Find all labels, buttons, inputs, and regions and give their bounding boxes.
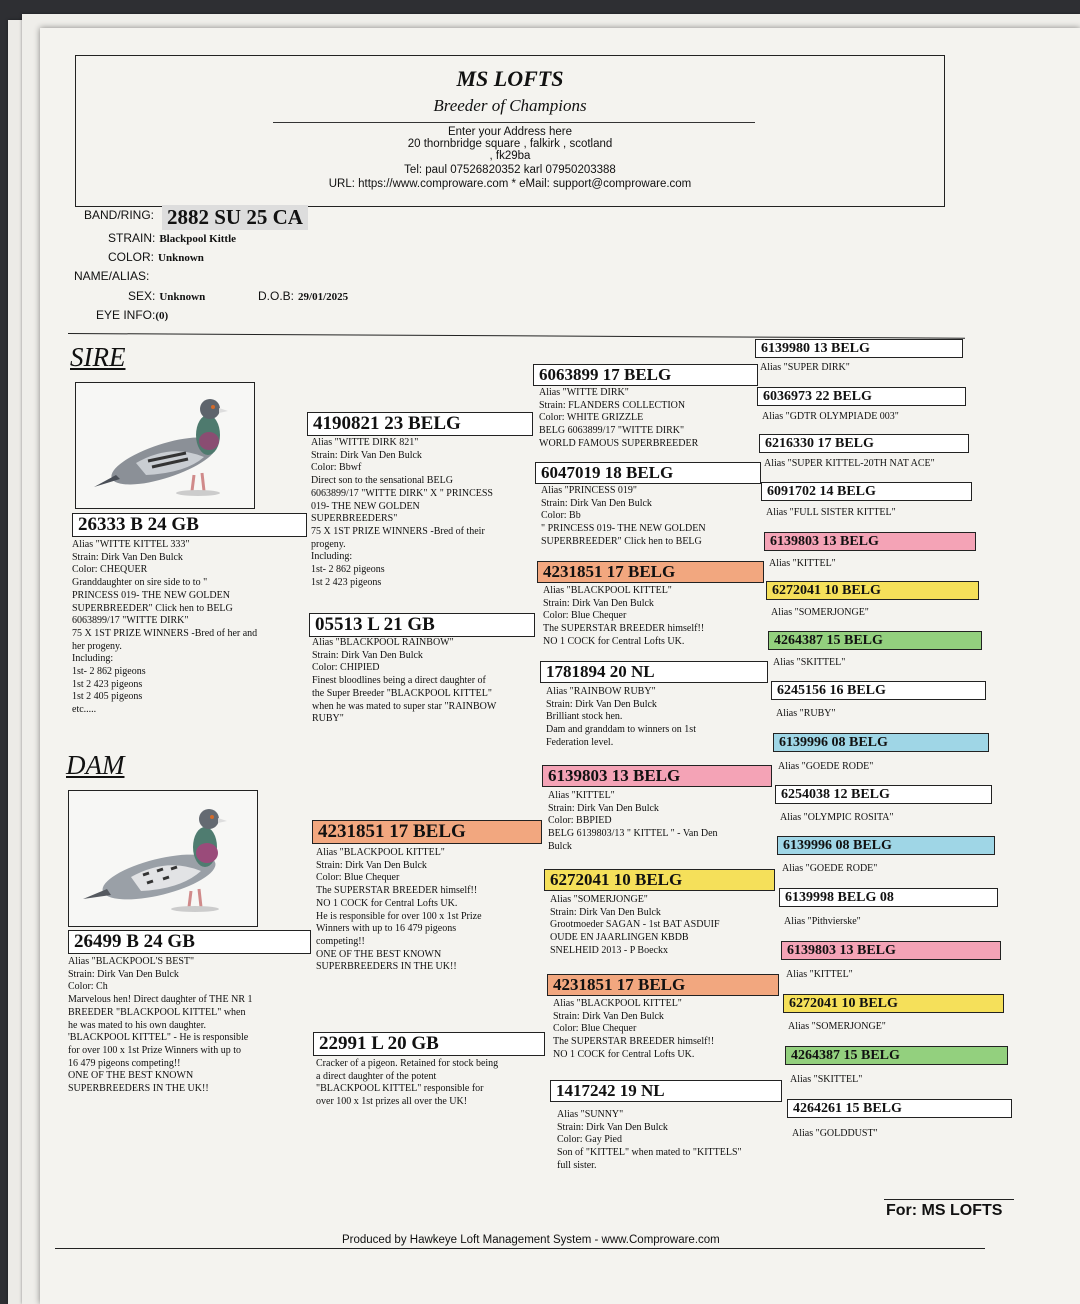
detail-line: progeny. — [311, 538, 346, 550]
detail-line: 019- THE NEW GOLDEN — [311, 500, 420, 512]
detail-line: Color: Blue Chequer — [553, 1023, 637, 1035]
pigeon-details — [546, 686, 696, 750]
ring-box: 1781894 20 NL — [540, 661, 768, 683]
detail-line: RUBY" — [312, 713, 344, 725]
detail-line: WORLD FAMOUS SUPERBREEDER — [539, 437, 699, 449]
ring-box: 6036973 22 BELG — [757, 387, 966, 406]
detail-line: Color: WHITE GRIZZLE — [539, 412, 644, 424]
detail-line: Strain: Dirk Van Den Bulck — [553, 1010, 664, 1022]
detail-line: Winners with up to 16 479 pigeons — [316, 923, 457, 935]
pigeon-details — [548, 790, 718, 854]
ring-box: 6245156 16 BELG — [771, 681, 986, 700]
detail-line: full sister. — [557, 1159, 597, 1171]
strain-row — [108, 231, 236, 245]
footer-divider — [55, 1248, 985, 1249]
detail-line: Alias "PRINCESS 019" — [541, 485, 637, 496]
detail-line: 1st 2 423 pigeons — [72, 678, 143, 690]
detail-line: Color: Gay Pied — [557, 1134, 622, 1146]
pigeon-details — [762, 411, 899, 424]
detail-line: Alias "GOEDE RODE" — [782, 863, 878, 874]
ring-box: 6272041 10 BELG — [766, 581, 979, 600]
detail-line: Alias "SOMERJONGE" — [771, 607, 869, 618]
detail-line: 75 X 1ST PRIZE WINNERS -Bred of her and — [72, 627, 258, 639]
detail-line: Strain: Dirk Van Den Bulck — [312, 649, 423, 661]
detail-line: Color: CHIPIED — [312, 662, 380, 674]
detail-line: Color: Blue Chequer — [316, 872, 400, 884]
ring-box: 6254038 12 BELG — [775, 785, 992, 804]
pigeon-details — [776, 708, 836, 721]
detail-line: the Super Breeder "BLACKPOOL KITTEL" — [312, 687, 492, 699]
dam-heading: DAM — [66, 750, 125, 780]
pigeon-details — [790, 1074, 862, 1087]
detail-line: 1st 2 423 pigeons — [311, 576, 382, 588]
color-row — [108, 250, 204, 264]
pigeon-details — [792, 1128, 878, 1141]
detail-line: Color: BBPIED — [548, 815, 612, 827]
produced-by: Produced by Hawkeye Loft Management System - www.Comproware.com — [342, 1234, 720, 1246]
band-number: 2882 SU 25 CA — [162, 205, 308, 230]
address-line: Enter your Address here — [447, 126, 572, 138]
detail-line: Strain: Dirk Van Den Bulck — [546, 698, 657, 710]
detail-line: SNELHEID 2013 - P Boeckx — [550, 944, 668, 956]
detail-line: Alias "WITTE DIRK 821" — [311, 437, 419, 448]
pigeon-details — [72, 539, 257, 717]
detail-line: ONE OF THE BEST KNOWN — [316, 948, 442, 960]
pigeon-icon — [69, 791, 257, 926]
url-line: URL: https://www.comproware.com * eMail: support@comproware.com — [328, 178, 692, 190]
detail-line: ONE OF THE BEST KNOWN — [68, 1070, 194, 1082]
detail-line: Alias "SOMERJONGE" — [788, 1021, 886, 1032]
ring-box: 6139996 08 BELG — [773, 733, 989, 752]
detail-line: Alias "KITTEL" — [769, 558, 836, 569]
detail-line: over 100 x 1st prizes all over the UK! — [316, 1096, 468, 1108]
detail-line: Including: — [72, 653, 114, 665]
ring-box: 4190821 23 BELG — [307, 412, 533, 436]
detail-line: Alias "BLACKPOOL KITTEL" — [543, 585, 672, 596]
detail-line: 1st- 2 862 pigeons — [72, 666, 146, 678]
dam-photo — [68, 790, 258, 927]
pigeon-details — [316, 847, 482, 974]
detail-line: Color: Bb — [541, 510, 581, 522]
detail-line: SUPERBREEDERS IN THE UK!! — [316, 961, 457, 973]
strain-value: Blackpool Kittle — [159, 233, 237, 245]
detail-line: he was mated to his own daughter. — [68, 1019, 207, 1031]
sex-value: Unknown — [159, 291, 206, 303]
loft-title: MS LOFTS — [456, 66, 564, 91]
detail-line: Granddaughter on sire side to to " — [72, 577, 208, 589]
dob-row — [258, 289, 348, 303]
ring-box: 4264387 15 BELG — [768, 631, 982, 650]
pigeon-details — [557, 1109, 742, 1173]
pigeon-details — [788, 1021, 886, 1034]
detail-line: competing!! — [316, 935, 365, 947]
detail-line: Alias "SKITTEL" — [790, 1074, 863, 1085]
detail-line: PRINCESS 019- THE NEW GOLDEN — [72, 589, 230, 601]
ring-box: 26333 B 24 GB — [72, 513, 307, 537]
dob-label: D.O.B: — [258, 289, 295, 303]
detail-line: Alias "BLACKPOOL KITTEL" — [553, 998, 682, 1009]
pigeon-details — [766, 507, 896, 520]
detail-line: Alias "GDTR OLYMPIADE 003" — [762, 411, 899, 422]
color-value: Unknown — [158, 252, 204, 264]
detail-line: 1st 2 405 pigeons — [72, 691, 143, 703]
sex-row — [128, 289, 205, 303]
detail-line: Alias "SOMERJONGE" — [550, 894, 648, 905]
name-alias-label: NAME/ALIAS: — [74, 269, 150, 283]
detail-line: Alias "GOEDE RODE" — [778, 761, 874, 772]
detail-line: "BLACKPOOL KITTEL" responsible for — [316, 1083, 484, 1095]
detail-line: 'BLACKPOOL KITTEL" - He is responsible — [68, 1032, 249, 1044]
ring-box: 4231851 17 BELG — [537, 561, 764, 583]
detail-line: Brilliant stock hen. — [546, 711, 623, 723]
detail-line: Bulck — [548, 840, 572, 852]
detail-line: when he was mated to super star "RAINBOW — [312, 700, 497, 712]
ring-box: 6091702 14 BELG — [761, 482, 972, 501]
ring-box: 4264261 15 BELG — [787, 1099, 1012, 1118]
pigeon-details — [553, 998, 714, 1062]
detail-line: Alias "SUPER DIRK" — [760, 362, 850, 373]
detail-line: Alias "KITTEL" — [786, 969, 853, 980]
pigeon-details — [539, 387, 698, 451]
strain-label: STRAIN: — [108, 231, 156, 245]
detail-line: Alias "GOLDDUST" — [792, 1128, 878, 1139]
detail-line: He is responsible for over 100 x 1st Prize — [316, 910, 482, 922]
detail-line: The SUPERSTAR BREEDER himself!! — [316, 885, 478, 897]
detail-line: Including: — [311, 551, 353, 563]
detail-line: Strain: Dirk Van Den Bulck — [311, 449, 422, 461]
detail-line: Dam and granddam to winners on 1st — [546, 724, 696, 736]
ring-box: 6139803 13 BELG — [542, 765, 772, 787]
sire-heading: SIRE — [70, 342, 126, 372]
pigeon-details — [780, 812, 894, 825]
detail-line: Alias "BLACKPOOL'S BEST" — [68, 956, 195, 967]
detail-line: NO 1 COCK for Central Lofts UK. — [543, 635, 685, 647]
sex-label: SEX: — [128, 289, 156, 303]
detail-line: NO 1 COCK for Central Lofts UK. — [553, 1048, 695, 1060]
detail-line: " PRINCESS 019- THE NEW GOLDEN — [541, 523, 706, 535]
detail-line: SUPERBREEDER" Click hen to BELG — [541, 535, 702, 547]
detail-line: Strain: FLANDERS COLLECTION — [539, 399, 686, 411]
detail-line: SUPERBREEDERS IN THE UK!! — [68, 1083, 209, 1095]
detail-line: BREEDER "BLACKPOOL KITTEL" when — [68, 1006, 246, 1018]
pigeon-details — [311, 437, 493, 589]
detail-line: Alias "BLACKPOOL KITTEL" — [316, 847, 445, 858]
detail-line: Alias "WITTE KITTEL 333" — [72, 539, 190, 550]
color-label: COLOR: — [108, 250, 155, 264]
pigeon-details — [786, 969, 853, 982]
for-label: For: MS LOFTS — [886, 1202, 1003, 1219]
eye-label: EYE INFO: — [96, 308, 156, 322]
detail-line: Grootmoeder SAGAN - 1st BAT ASDUIF — [550, 919, 720, 931]
sire-photo — [75, 382, 255, 509]
ring-box: 6139998 BELG 08 — [779, 888, 998, 907]
detail-line: Strain: Dirk Van Den Bulck — [550, 906, 661, 918]
ring-box: 6272041 10 BELG — [783, 994, 1004, 1013]
detail-line: 1st- 2 862 pigeons — [311, 564, 385, 576]
detail-line: BELG 6063899/17 "WITTE DIRK" — [539, 425, 685, 437]
detail-line: Alias "RAINBOW RUBY" — [546, 686, 656, 697]
address-line: 20 thornbridge square , falkirk , scotland — [407, 138, 613, 150]
detail-line: 6063899/17 "WITTE DIRK" X " PRINCESS — [311, 487, 493, 499]
for-rule — [884, 1199, 1014, 1200]
pigeon-details — [541, 485, 706, 549]
detail-line: 75 X 1ST PRIZE WINNERS -Bred of their — [311, 525, 485, 537]
pigeon-details — [550, 894, 720, 958]
detail-line: Federation level. — [546, 736, 614, 748]
header-box — [75, 55, 945, 207]
detail-line: Strain: Dirk Van Den Bulck — [316, 859, 427, 871]
pigeon-details — [316, 1058, 498, 1109]
ring-box: 6047019 18 BELG — [535, 462, 761, 484]
detail-line: NO 1 COCK for Central Lofts UK. — [316, 897, 458, 909]
detail-line: Color: CHEQUER — [72, 564, 148, 576]
detail-line: Strain: Dirk Van Den Bulck — [543, 597, 654, 609]
detail-line: for over 100 x 1st Prize Winners with up to — [68, 1044, 241, 1056]
ring-box: 4264387 15 BELG — [785, 1046, 1008, 1065]
detail-line: Direct son to the sensational BELG — [311, 475, 453, 487]
detail-line: Strain: Dirk Van Den Bulck — [72, 551, 183, 563]
detail-line: Strain: Dirk Van Den Bulck — [557, 1121, 668, 1133]
detail-line: Alias "Pithvierske" — [784, 916, 861, 927]
detail-line: Alias "SKITTEL" — [773, 657, 846, 668]
ring-box: 6139980 13 BELG — [755, 339, 963, 358]
detail-line: Alias "OLYMPIC ROSITA" — [780, 812, 894, 823]
detail-line: etc..... — [72, 704, 97, 716]
pigeon-details — [771, 607, 869, 620]
pigeon-details — [543, 585, 704, 649]
eye-row — [96, 308, 168, 322]
detail-line: Finest bloodlines being a direct daughter of — [312, 675, 486, 687]
eye-value: (0) — [155, 310, 169, 322]
detail-line: Color: Bbwf — [311, 462, 362, 474]
pigeon-details — [778, 761, 873, 774]
pigeon-icon — [76, 383, 254, 508]
ring-box: 1417242 19 NL — [550, 1080, 782, 1102]
detail-line: OUDE EN JAARLINGEN KBDB — [550, 932, 689, 944]
detail-line: BELG 6139803/13 " KITTEL " - Van Den — [548, 828, 718, 840]
dob-value: 29/01/2025 — [298, 291, 349, 303]
detail-line: Alias "SUNNY" — [557, 1109, 624, 1120]
band-label: BAND/RING: — [84, 208, 155, 222]
pigeon-details — [773, 657, 845, 670]
ring-box: 05513 L 21 GB — [309, 613, 535, 637]
pigeon-details — [769, 558, 836, 571]
ring-box: 22991 L 20 GB — [313, 1032, 545, 1056]
detail-line: Alias "WITTE DIRK" — [539, 387, 629, 398]
detail-line: Alias "RUBY" — [776, 708, 836, 719]
detail-line: Marvelous hen! Direct daughter of THE NR 1 — [68, 994, 253, 1006]
pigeon-details — [760, 362, 850, 375]
detail-line: Strain: Dirk Van Den Bulck — [548, 802, 659, 814]
ring-box: 6139996 08 BELG — [777, 836, 995, 855]
detail-line: Alias "FULL SISTER KITTEL" — [766, 507, 896, 518]
detail-line: Color: Ch — [68, 981, 108, 993]
detail-line: a direct daughter of the potent — [316, 1070, 437, 1082]
detail-line: Son of "KITTEL" when mated to "KITTELS" — [557, 1147, 742, 1159]
detail-line: 6063899/17 "WITTE DIRK" — [72, 615, 189, 627]
ring-box: 6139803 13 BELG — [781, 941, 1001, 960]
ring-box: 26499 B 24 GB — [68, 930, 311, 954]
pigeon-details — [784, 916, 861, 929]
ring-box: 4231851 17 BELG — [312, 820, 542, 844]
detail-line: Strain: Dirk Van Den Bulck — [68, 968, 179, 980]
ring-box: 6063899 17 BELG — [533, 364, 758, 386]
ring-box: 4231851 17 BELG — [547, 974, 779, 996]
ring-box: 6139803 13 BELG — [764, 532, 976, 551]
detail-line: The SUPERSTAR BREEDER himself!! — [553, 1036, 715, 1048]
ring-box: 6272041 10 BELG — [544, 869, 775, 891]
ring-box: 6216330 17 BELG — [759, 434, 969, 453]
pigeon-details — [764, 458, 935, 471]
pigeon-details — [68, 956, 253, 1096]
detail-line: 16 479 pigeons competing!! — [68, 1057, 181, 1069]
loft-subtitle: Breeder of Champions — [433, 96, 587, 115]
detail-line: Alias "KITTEL" — [548, 790, 615, 801]
header-divider — [273, 122, 755, 123]
pigeon-details — [782, 863, 877, 876]
detail-line: Strain: Dirk Van Den Bulck — [541, 497, 652, 509]
detail-line: Color: Blue Chequer — [543, 610, 627, 622]
phone-line: Tel: paul 07526820352 karl 07950203388 — [404, 164, 616, 176]
detail-line: SUPERBREEDERS" — [311, 513, 398, 525]
detail-line: The SUPERSTAR BREEDER himself!! — [543, 623, 705, 635]
detail-line: Alias "SUPER KITTEL-20TH NAT ACE" — [764, 458, 935, 469]
detail-line: Cracker of a pigeon. Retained for stock being — [316, 1058, 499, 1069]
detail-line: SUPERBREEDER" Click hen to BELG — [72, 602, 233, 614]
detail-line: her progeny. — [72, 640, 122, 652]
address-line: , fk29ba — [489, 150, 531, 162]
detail-line: Alias "BLACKPOOL RAINBOW" — [312, 637, 454, 648]
pigeon-details — [312, 637, 496, 726]
